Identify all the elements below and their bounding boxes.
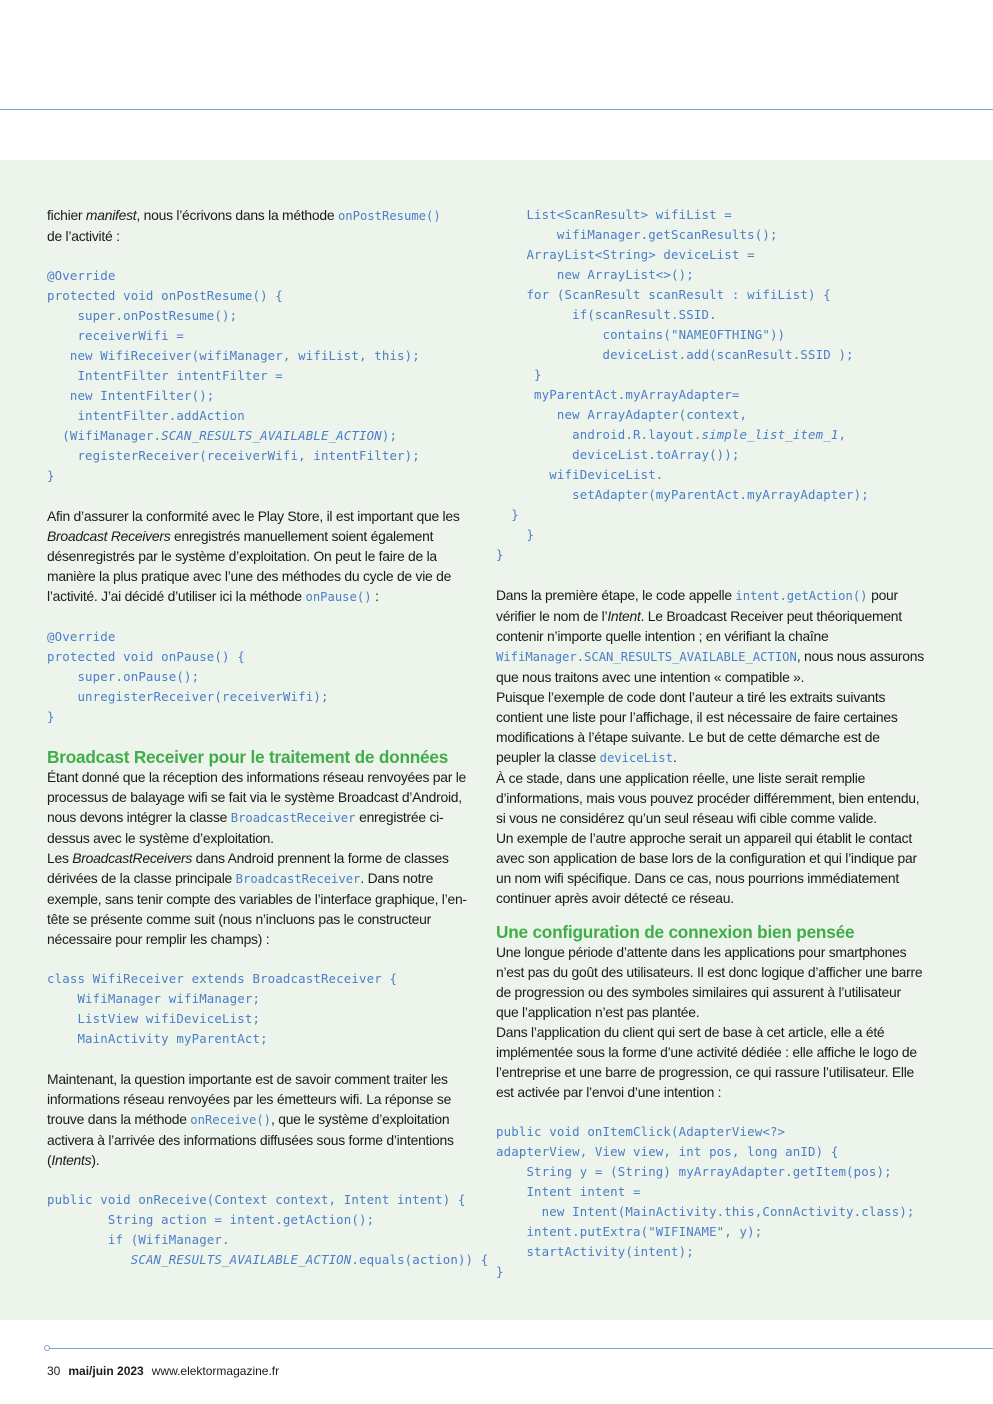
website-link[interactable]: www.elektormagazine.fr	[151, 1364, 280, 1378]
paragraph: Les BroadcastReceivers dans Android prennent la forme de classes dérivées de la classe principale BroadcastReceiver. Dans notre exemple, sans tenir compte des variables de l’interface graphique, l’en-tête se présente comme suit (nous n’incluons pas le constructeur nécessaire pour remplir les champs) :	[47, 850, 467, 947]
paragraph: Dans l’application du client qui sert de base à cet article, elle a été implémentée sous la forme d’une activité dédiée : elle affiche le logo de l’entreprise et une barre de progression, ce qui rassure l’utilisateur. Elle est activée par l’envoi d’une intention :	[496, 1024, 917, 1100]
inline-code: onPause()	[305, 590, 372, 604]
inline-code: BroadcastReceiver	[230, 811, 356, 825]
paragraph: fichier manifest, nous l’écrivons dans la méthode onPostResume() de l’activité :	[47, 207, 441, 244]
paragraph: Puisque l’exemple de code dont l’auteur a tiré les extraits suivants contient une liste pour l’affichage, il est nécessaire de faire certaines modifications à l’étape suivante. Le but de cette démarche est de peupler la classe deviceList.	[496, 689, 898, 765]
right-column	[496, 205, 924, 1282]
code-block: class WifiReceiver extends BroadcastReceiver { WifiManager wifiManager; ListView wifiDeviceList; MainActivity myParentAct;	[47, 971, 398, 1046]
code-block: List<ScanResult> wifiList = wifiManager.getScanResults(); ArrayList<String> deviceList = new ArrayList<>(); for (ScanResult scanResult : wifiList) { if(scanResult.SSID. contains("NAMEOFTHING")) deviceList.add(scanResult.SSID ); } myParentAct.myArrayAdapter= new ArrayAdapter(context, android.R.layout.simple_list_item_1, deviceList.toArray()); wifiDeviceList. setAdapter(myParentAct.myArrayAdapter); } } }	[496, 207, 869, 562]
inline-code: WifiManager.SCAN_RESULTS_AVAILABLE_ACTION	[496, 650, 797, 664]
inline-code: BroadcastReceiver	[235, 872, 361, 886]
code-block: @Override protected void onPostResume() { super.onPostResume(); receiverWifi = new WifiReceiver(wifiManager, wifiList, this); IntentFilter intentFilter = new IntentFilter(); intentFilter.addAction (WifiManager.SCAN_RESULTS_AVAILABLE_ACTION); registerReceiver(receiverWifi, intentFilter); }	[47, 268, 420, 483]
page-number: 30	[47, 1364, 61, 1378]
inline-code: deviceList	[599, 751, 673, 765]
inline-code: onReceive()	[190, 1113, 272, 1127]
code-block: @Override protected void onPause() { super.onPause(); unregisterReceiver(receiverWifi); }	[47, 629, 329, 724]
footer-dot	[44, 1345, 50, 1351]
paragraph: À ce stade, dans une application réelle, une liste serait remplie d’informations, mais vous pouvez procéder différemment, bien entendu, si vous ne considérez qu’un seul réseau wifi cible comme valide.	[496, 770, 920, 826]
inline-code: onPostResume()	[337, 209, 441, 223]
paragraph: Une longue période d’attente dans les applications pour smartphones n’est pas du goût des utilisateurs. Il est donc logique d’afficher une barre de progression ou des symboles similaires qui assurent à l’utilisateur que l’application n’est pas plantée.	[496, 944, 923, 1020]
paragraph: Un exemple de l’autre approche serait un appareil qui établit le contact avec son application de base lors de la configuration et qui l’indique par un nom wifi spécifique. Dans ce cas, nous pourrions immédiatement continuer après avoir détecté ce réseau.	[496, 830, 917, 906]
issue-date: mai/juin 2023	[68, 1364, 144, 1378]
section-heading: Broadcast Receiver pour le traitement de données	[47, 747, 449, 767]
paragraph: Maintenant, la question importante est de savoir comment traiter les informations réseau renvoyées par les émetteurs wifi. La réponse se trouve dans la méthode onReceive(), que le système d’exploitation activera à l’arrivée des informations diffusées sous forme d’intentions (Intents).	[47, 1071, 454, 1168]
paragraph: Dans la première étape, le code appelle intent.getAction() pour vérifier le nom de l’Intent. Le Broadcast Receiver peut théoriquement contenir n’importe quelle intention ; en vérifiant la chaîne WifiManager.SCAN_RESULTS_AVAILABLE_ACTION, nous nous assurons que nous traitons avec une intention « compatible ».	[496, 587, 924, 685]
footer-rule	[47, 1348, 993, 1349]
paragraph: Étant donné que la réception des informations réseau renvoyées par le processus de balayage wifi se fait via le système Broadcast d’Android, nous devons intégrer la classe BroadcastReceiver enregistrée ci-dessus avec le système d’exploitation.	[47, 769, 467, 846]
inline-code: intent.getAction()	[735, 589, 868, 603]
paragraph: Afin d’assurer la conformité avec le Play Store, il est important que les Broadcast Receivers enregistrés manuellement soient également désenregistrés par le système d’exploitation. On peut le faire de la manière la plus pratique avec l’une des méthodes du cycle de vie de l’activité. J’ai décidé d’utiliser ici la méthode onPause() :	[47, 508, 460, 604]
footer	[47, 1363, 279, 1379]
section-heading: Une configuration de connexion bien pensée	[496, 922, 855, 942]
header-rule	[0, 109, 993, 110]
code-block: public void onItemClick(AdapterView<?> adapterView, View view, int pos, long anID) { String y = (String) myArrayAdapter.getItem(pos); Intent intent = new Intent(MainActivity.this,ConnActivity.class); intent.putExtra("WIFINAME", y); startActivity(intent); }	[496, 1124, 915, 1279]
code-block: public void onReceive(Context context, Intent intent) { String action = intent.getAction(); if (WifiManager. SCAN_RESULTS_AVAILABLE_ACTION.equals(action)) {	[47, 1192, 489, 1267]
left-column	[47, 205, 489, 1270]
